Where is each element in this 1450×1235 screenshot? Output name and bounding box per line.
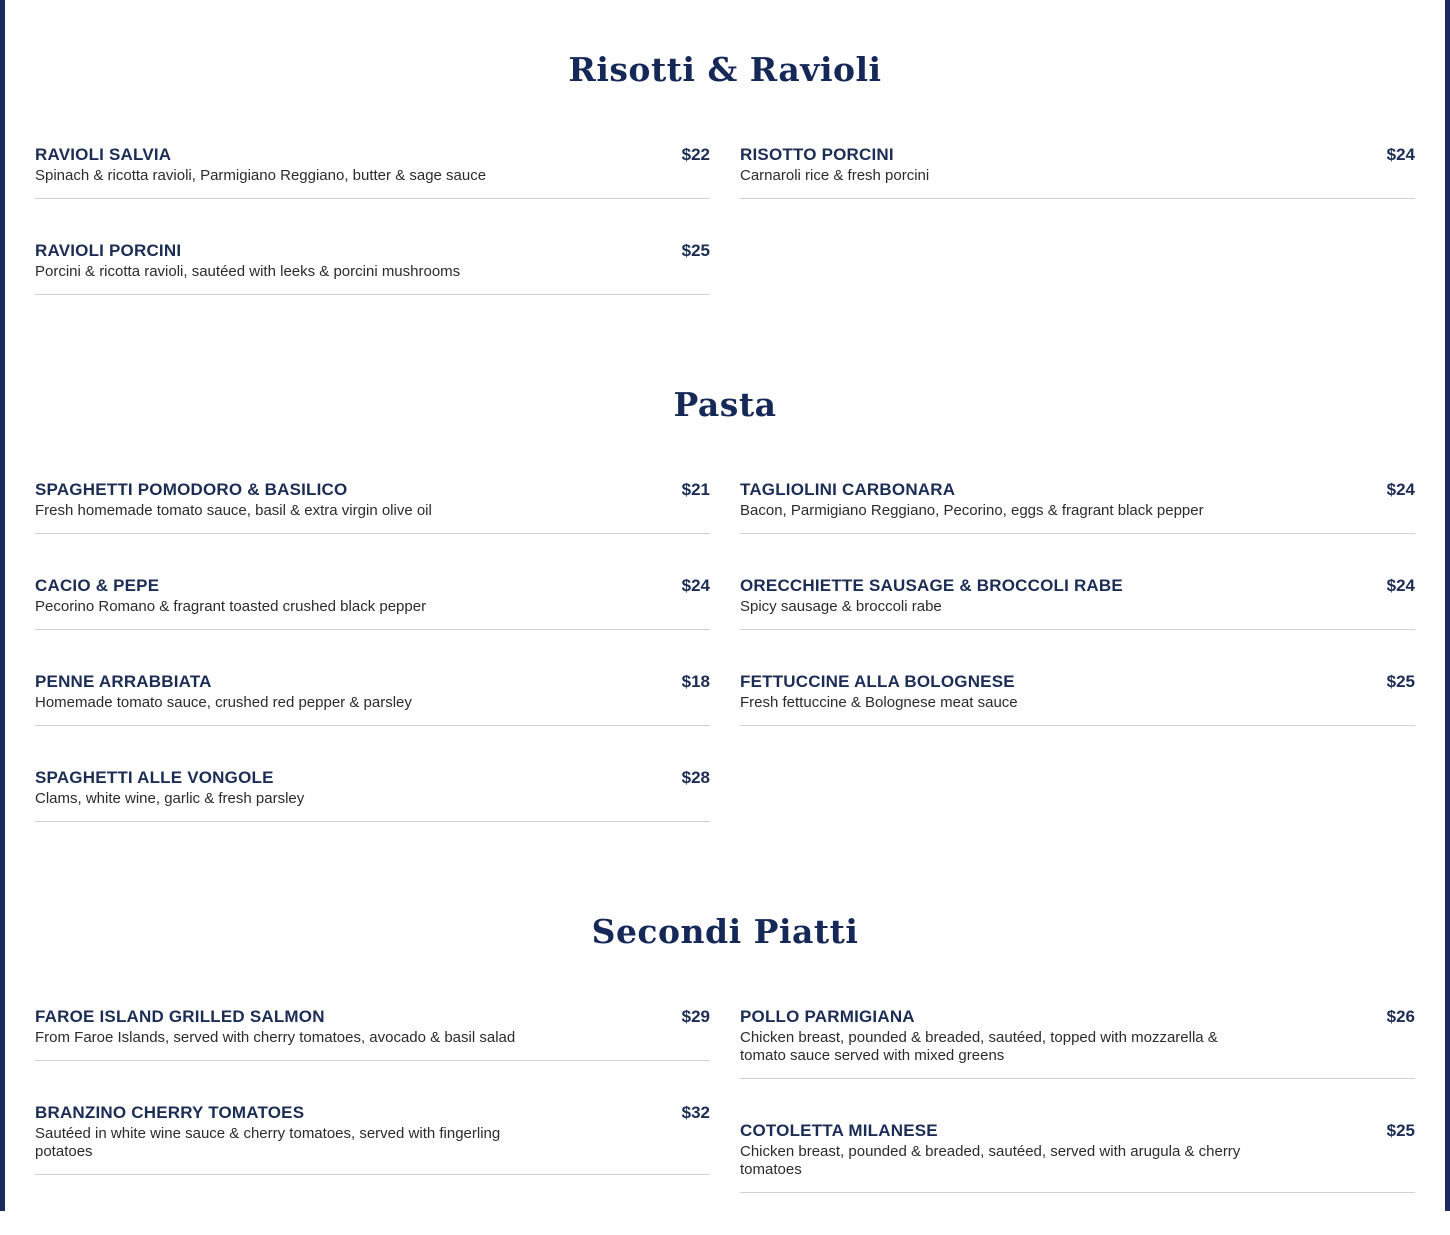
menu-item xyxy=(35,1103,710,1175)
menu-item-name: COTOLETTA MILANESE xyxy=(740,1121,938,1140)
menu-item xyxy=(740,1121,1415,1193)
menu-item-price: $29 xyxy=(681,1007,710,1026)
page-border-right xyxy=(1445,0,1450,1211)
menu-item-price: $24 xyxy=(1386,480,1415,499)
section-title: Secondi Piatti xyxy=(591,912,859,951)
menu-item xyxy=(740,1007,1415,1079)
menu-item-description: Porcini & ricotta ravioli, sautéed with leeks & porcini mushrooms xyxy=(35,263,461,280)
menu-item-price: $28 xyxy=(681,768,710,787)
menu-item xyxy=(35,241,710,295)
menu-item xyxy=(740,145,1415,199)
menu-item-name: RISOTTO PORCINI xyxy=(740,145,894,164)
menu-item-price: $22 xyxy=(681,145,710,164)
menu-column-right xyxy=(740,145,1415,241)
menu-item-name: CACIO & PEPE xyxy=(35,576,160,595)
menu-column-left xyxy=(35,480,710,864)
menu-item-price: $25 xyxy=(681,241,710,260)
menu-item-price: $24 xyxy=(1386,576,1415,595)
menu-item-name: RAVIOLI PORCINI xyxy=(35,241,182,260)
menu-item xyxy=(740,480,1415,534)
menu-item-description: Clams, white wine, garlic & fresh parsley xyxy=(35,790,305,807)
menu-item-price: $24 xyxy=(1386,145,1415,164)
menu-item-price: $21 xyxy=(681,480,710,499)
menu-column-left xyxy=(35,145,710,337)
menu-item-name: TAGLIOLINI CARBONARA xyxy=(740,480,956,499)
menu-item-price: $32 xyxy=(681,1103,710,1122)
menu-item-price: $26 xyxy=(1386,1007,1415,1026)
menu-item-name: BRANZINO CHERRY TOMATOES xyxy=(35,1103,305,1122)
menu-item-price: $18 xyxy=(681,672,710,691)
menu-item xyxy=(35,672,710,726)
menu-item-description: Spinach & ricotta ravioli, Parmigiano Reggiano, butter & sage sauce xyxy=(35,167,487,184)
menu-item-description: Homemade tomato sauce, crushed red pepper & parsley xyxy=(35,694,412,711)
menu-item xyxy=(35,576,710,630)
menu-item-description: From Faroe Islands, served with cherry tomatoes, avocado & basil salad xyxy=(35,1029,516,1046)
menu-item-name: SPAGHETTI ALLE VONGOLE xyxy=(35,768,274,787)
menu-column-right xyxy=(740,480,1415,768)
page-border-left xyxy=(0,0,5,1211)
menu-item-description: Fresh fettuccine & Bolognese meat sauce xyxy=(740,694,1018,711)
menu-item xyxy=(740,672,1415,726)
menu-item-description: Chicken breast, pounded & breaded, sautéed, served with arugula & cherry tomatoes xyxy=(740,1143,1241,1178)
menu-item xyxy=(35,768,710,822)
menu-column-right xyxy=(740,1007,1415,1235)
menu-item-name: FETTUCCINE ALLA BOLOGNESE xyxy=(740,672,1015,691)
menu-item xyxy=(740,576,1415,630)
menu-column-left xyxy=(35,1007,710,1217)
menu-item-description: Fresh homemade tomato sauce, basil & extra virgin olive oil xyxy=(35,502,432,519)
menu-item-name: SPAGHETTI POMODORO & BASILICO xyxy=(35,480,348,499)
menu-item-description: Bacon, Parmigiano Reggiano, Pecorino, eggs & fragrant black pepper xyxy=(740,502,1204,519)
menu-item-description: Pecorino Romano & fragrant toasted crushed black pepper xyxy=(35,598,427,615)
menu-item xyxy=(35,145,710,199)
menu-item-name: RAVIOLI SALVIA xyxy=(35,145,172,164)
menu-item-name: POLLO PARMIGIANA xyxy=(740,1007,915,1026)
menu-item-name: PENNE ARRABBIATA xyxy=(35,672,212,691)
menu-item-description: Sautéed in white wine sauce & cherry tomatoes, served with fingerling potatoes xyxy=(35,1125,501,1160)
menu-item-price: $25 xyxy=(1386,672,1415,691)
menu-item xyxy=(35,480,710,534)
menu-item xyxy=(35,1007,710,1061)
section-title: Pasta xyxy=(673,385,777,424)
menu-item-description: Carnaroli rice & fresh porcini xyxy=(740,167,930,184)
section-title: Risotti & Ravioli xyxy=(568,50,882,89)
menu-item-name: ORECCHIETTE SAUSAGE & BROCCOLI RABE xyxy=(740,576,1123,595)
menu-item-description: Spicy sausage & broccoli rabe xyxy=(740,598,942,615)
menu-item-name: FAROE ISLAND GRILLED SALMON xyxy=(35,1007,325,1026)
menu-item-price: $24 xyxy=(681,576,710,595)
menu-item-description: Chicken breast, pounded & breaded, sautéed, topped with mozzarella & tomato sauce served with mixed greens xyxy=(740,1029,1218,1064)
menu-item-price: $25 xyxy=(1386,1121,1415,1140)
